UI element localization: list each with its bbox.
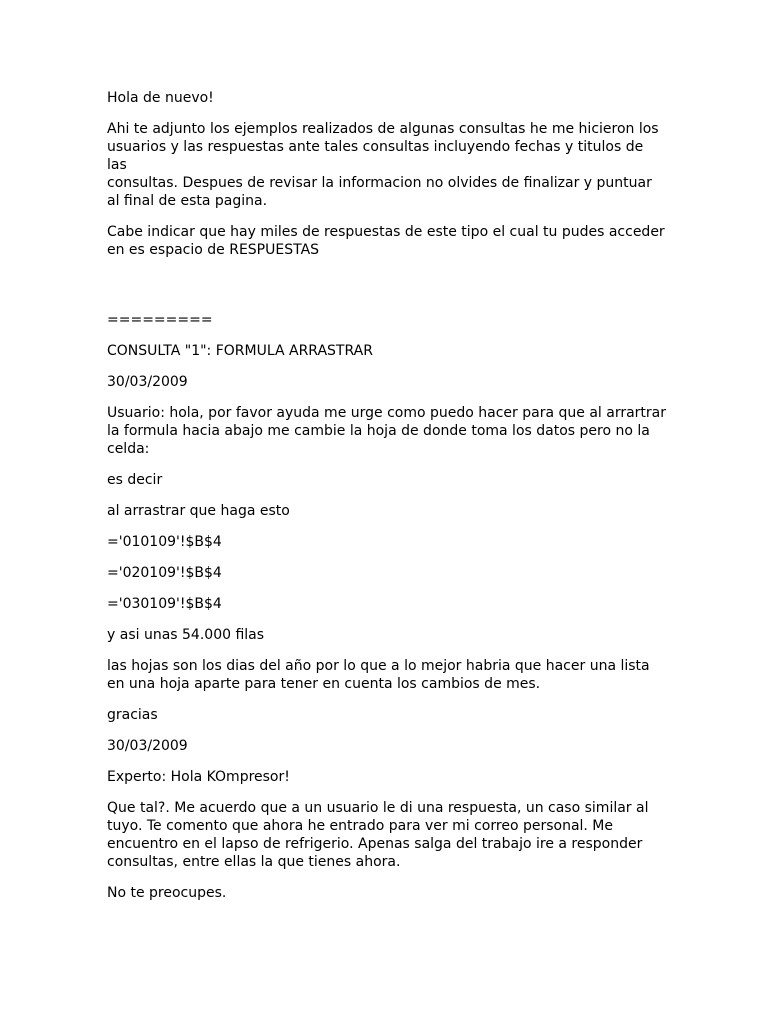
question-date: 30/03/2009 bbox=[107, 374, 188, 390]
filas-text: y asi unas 54.000 filas bbox=[107, 627, 265, 643]
closing-text: No te preocupes. bbox=[107, 885, 227, 901]
note-paragraph: Cabe indicar que hay miles de respuestas de este tipo el cual tu pudes acceder en es espacio de RESPUESTAS bbox=[107, 224, 665, 258]
intro-paragraph: Ahi te adjunto los ejemplos realizados de algunas consultas he me hicieron los usuarios y las respuestas ante tales consultas incluyendo fechas y titulos de las consultas. Despues de revisar la informacion no olvides de finalizar y puntuar al final de esta pagina. bbox=[107, 121, 659, 209]
expert-paragraph: Que tal?. Me acuerdo que a un usuario le di una respuesta, un caso similar al tuyo. Te comento que ahora he entrado para ver mi correo personal. Me encuentro en el lapso de refrigerio. Apenas salga del trabajo ire a responder consultas, entre ellas la que tienes ahora. bbox=[107, 800, 649, 870]
blank-space bbox=[107, 272, 667, 311]
es-decir-text: es decir bbox=[107, 472, 163, 488]
gracias-text: gracias bbox=[107, 707, 158, 723]
formula-line-2: ='020109'!$B$4 bbox=[107, 565, 222, 581]
hojas-paragraph: las hojas son los dias del año por lo que a lo mejor habria que hacer una lista en una hoja aparte para tener en cuenta los cambios de mes. bbox=[107, 658, 650, 692]
formula-line-3: ='030109'!$B$4 bbox=[107, 596, 222, 612]
user-question: Usuario: hola, por favor ayuda me urge como puedo hacer para que al arrartrar la formula hacia abajo me cambie la hoja de donde toma los datos pero no la celda: bbox=[107, 405, 667, 457]
greeting-text: Hola de nuevo! bbox=[107, 90, 214, 106]
document-page bbox=[107, 89, 667, 915]
formula-line-1: ='010109'!$B$4 bbox=[107, 534, 222, 550]
separator-line: ========= bbox=[107, 312, 213, 328]
expert-greeting: Experto: Hola KOmpresor! bbox=[107, 769, 290, 785]
answer-date: 30/03/2009 bbox=[107, 738, 188, 754]
al-arrastrar-text: al arrastrar que haga esto bbox=[107, 503, 290, 519]
consulta-title: CONSULTA "1": FORMULA ARRASTRAR bbox=[107, 343, 373, 359]
